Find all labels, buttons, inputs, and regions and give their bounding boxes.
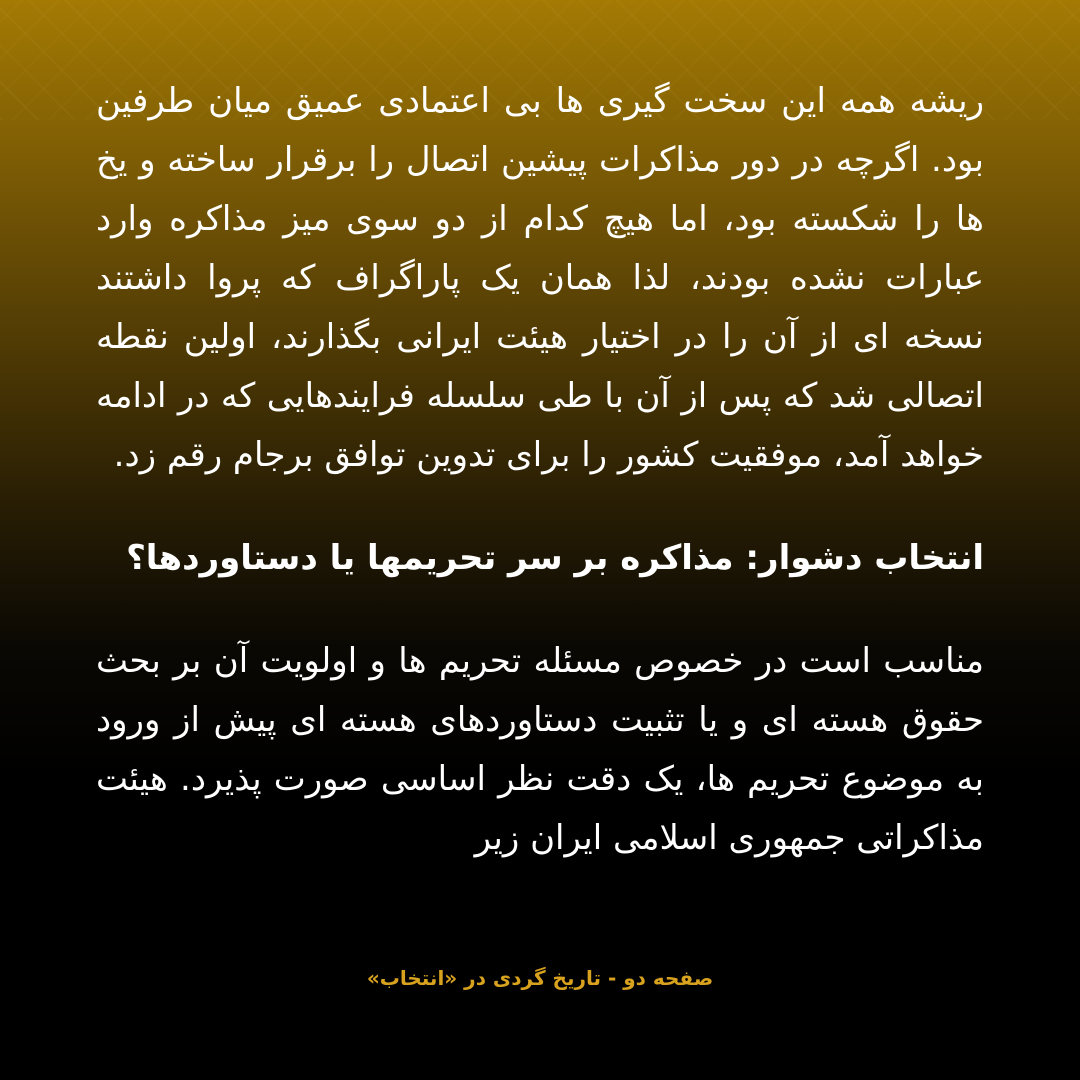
paragraph-2: مناسب است در خصوص مسئله تحریم ها و اولویت آن بر بحث حقوق هسته ای و یا تثبیت دستاوردهای هسته ای پیش از ورود به موضوع تحریم ها، یک دقت نظر اساسی صورت پذیرد. هیئت مذاکراتی جمهوری اسلامی ایران زیر [96, 641, 984, 858]
paragraph-1: ریشه همه این سخت گیری ها بی اعتمادی عمیق میان طرفین بود. اگرچه در دور مذاکرات پیشین اتصال را برقرار ساخته و یخ ها را شکسته بود، اما هیچ کدام از دو سوی میز مذاکره وارد عبارات نشده بودند، لذا همان یک پاراگراف که پروا داشتند نسخه ای از آن را در اختیار هیئت ایرانی بگذارند، اولین نقطه اتصالی شد که پس از آن با طی سلسله فرایندهایی که در ادامه خواهد آمد، موفقیت کشور را برای تدوین توافق برجام رقم زد. [96, 81, 984, 475]
section-heading: انتخاب دشوار: مذاکره بر سر تحریمها یا دستاوردها؟ [126, 538, 984, 578]
footer-caption: صفحه دو - تاریخ گردی در «انتخاب» [366, 966, 714, 990]
article-body [96, 72, 984, 868]
